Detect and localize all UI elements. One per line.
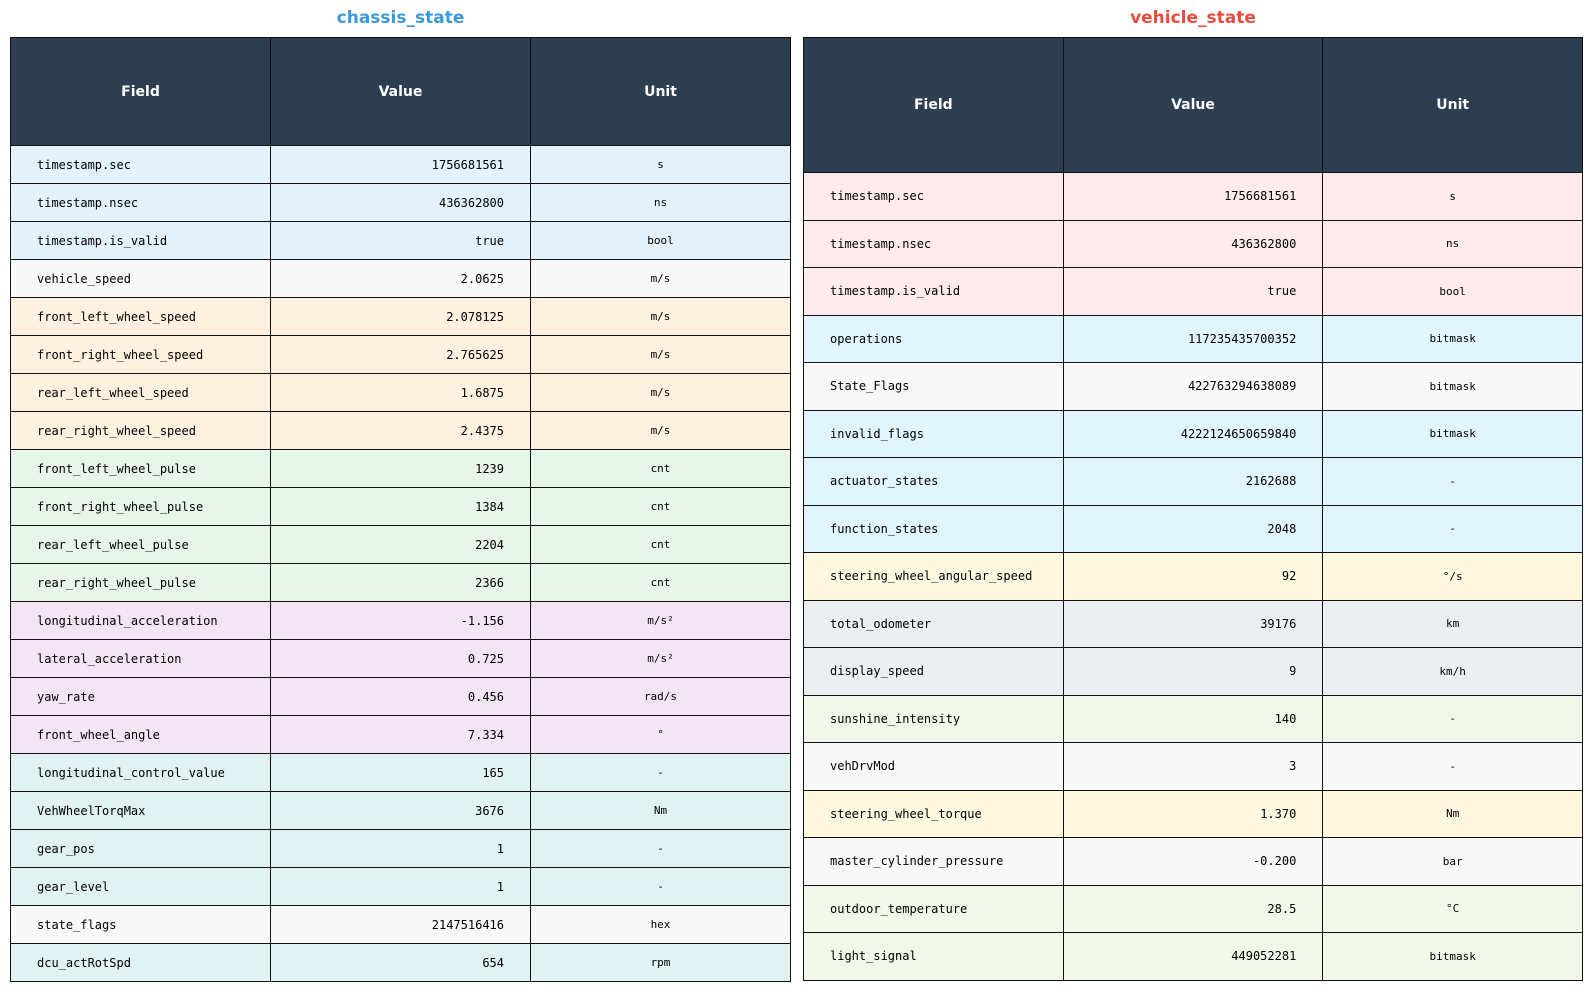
unit-column-header: Unit [531,38,791,146]
vehicle-state-title: vehicle_state [1130,8,1256,28]
vehicle-state-table [803,37,1583,981]
table-row [804,600,1583,648]
unit-cell: bool [1323,268,1583,316]
table-row [11,830,791,868]
unit-cell: - [1323,505,1583,553]
table-row [11,944,791,982]
unit-cell: °C [1323,885,1583,933]
value-cell: 2204 [271,526,531,564]
unit-cell: bool [531,222,791,260]
table-row [11,792,791,830]
field-cell: longitudinal_acceleration [11,602,271,640]
field-cell: longitudinal_control_value [11,754,271,792]
value-cell: 2.078125 [271,298,531,336]
field-cell: timestamp.nsec [804,220,1064,268]
field-cell: timestamp.is_valid [11,222,271,260]
table-row [804,838,1583,886]
unit-cell: rpm [531,944,791,982]
table-row [11,640,791,678]
unit-cell: m/s [531,412,791,450]
value-cell: 654 [271,944,531,982]
value-cell: 2048 [1063,505,1323,553]
table-row [11,754,791,792]
value-cell: 2.765625 [271,336,531,374]
unit-cell: bitmask [1323,933,1583,981]
table-row [11,906,791,944]
unit-cell: - [1323,695,1583,743]
unit-cell: ns [531,184,791,222]
table-row [11,184,791,222]
table-row [11,260,791,298]
field-cell: light_signal [804,933,1064,981]
unit-cell: - [1323,743,1583,791]
table-row [804,648,1583,696]
table-row [11,374,791,412]
unit-cell: ° [531,716,791,754]
unit-cell: bitmask [1323,363,1583,411]
value-cell: 2147516416 [271,906,531,944]
unit-cell: - [531,754,791,792]
table-row [11,146,791,184]
field-cell: function_states [804,505,1064,553]
table-row [804,695,1583,743]
table-row [11,564,791,602]
unit-cell: m/s² [531,640,791,678]
value-cell: 1756681561 [271,146,531,184]
field-cell: front_left_wheel_pulse [11,450,271,488]
field-cell: invalid_flags [804,410,1064,458]
value-cell: 436362800 [271,184,531,222]
unit-cell: m/s [531,374,791,412]
table-row [11,336,791,374]
field-cell: rear_left_wheel_pulse [11,526,271,564]
value-cell: 1 [271,868,531,906]
field-cell: timestamp.is_valid [804,268,1064,316]
value-cell: -0.200 [1063,838,1323,886]
field-cell: actuator_states [804,458,1064,506]
value-cell: 0.456 [271,678,531,716]
field-cell: front_wheel_angle [11,716,271,754]
value-cell: 1384 [271,488,531,526]
field-cell: front_right_wheel_pulse [11,488,271,526]
field-cell: rear_right_wheel_speed [11,412,271,450]
value-cell: 4222124650659840 [1063,410,1323,458]
table-row [804,790,1583,838]
unit-cell: s [531,146,791,184]
value-cell: 117235435700352 [1063,315,1323,363]
field-cell: gear_level [11,868,271,906]
field-cell: front_left_wheel_speed [11,298,271,336]
field-cell: gear_pos [11,830,271,868]
table-row [804,553,1583,601]
field-cell: rear_right_wheel_pulse [11,564,271,602]
value-cell: 1.6875 [271,374,531,412]
value-cell: 39176 [1063,600,1323,648]
value-cell: 140 [1063,695,1323,743]
unit-cell: Nm [531,792,791,830]
unit-cell: rad/s [531,678,791,716]
field-cell: dcu_actRotSpd [11,944,271,982]
value-cell: 2162688 [1063,458,1323,506]
chassis-state-title: chassis_state [336,8,465,28]
field-cell: vehicle_speed [11,260,271,298]
value-column-header: Value [1063,38,1323,173]
table-row [11,298,791,336]
field-cell: operations [804,315,1064,363]
table-row [804,173,1583,221]
value-cell: 92 [1063,553,1323,601]
value-cell: 9 [1063,648,1323,696]
field-cell: front_right_wheel_speed [11,336,271,374]
table-row [804,268,1583,316]
field-cell: steering_wheel_angular_speed [804,553,1064,601]
table-row [11,868,791,906]
unit-cell: - [531,868,791,906]
value-cell: 422763294638089 [1063,363,1323,411]
table-row [804,458,1583,506]
value-cell: 436362800 [1063,220,1323,268]
field-cell: outdoor_temperature [804,885,1064,933]
chassis-state-table [10,37,791,982]
value-cell: 7.334 [271,716,531,754]
unit-column-header: Unit [1323,38,1583,173]
unit-cell: cnt [531,526,791,564]
unit-cell: Nm [1323,790,1583,838]
value-cell: 0.725 [271,640,531,678]
field-cell: steering_wheel_torque [804,790,1064,838]
field-column-header: Field [11,38,271,146]
unit-cell: - [531,830,791,868]
field-cell: timestamp.sec [804,173,1064,221]
field-cell: yaw_rate [11,678,271,716]
unit-cell: km/h [1323,648,1583,696]
unit-cell: hex [531,906,791,944]
value-cell: true [1063,268,1323,316]
field-column-header: Field [804,38,1064,173]
table-row [804,505,1583,553]
field-cell: master_cylinder_pressure [804,838,1064,886]
table-row [804,933,1583,981]
unit-cell: s [1323,173,1583,221]
table-row [11,488,791,526]
field-cell: VehWheelTorqMax [11,792,271,830]
table-row [11,412,791,450]
field-cell: vehDrvMod [804,743,1064,791]
field-cell: state_flags [11,906,271,944]
unit-cell: cnt [531,564,791,602]
table-row [804,743,1583,791]
table-row [11,450,791,488]
table-row [11,526,791,564]
table-row [804,885,1583,933]
value-cell: true [271,222,531,260]
unit-cell: - [1323,458,1583,506]
table-row [804,220,1583,268]
value-cell: 1.370 [1063,790,1323,838]
unit-cell: m/s [531,298,791,336]
table-row [11,678,791,716]
field-cell: rear_left_wheel_speed [11,374,271,412]
value-cell: 2366 [271,564,531,602]
table-header-row [11,38,791,146]
vehicle-state-panel [803,0,1583,981]
field-cell: total_odometer [804,600,1064,648]
field-cell: display_speed [804,648,1064,696]
value-cell: 3 [1063,743,1323,791]
unit-cell: bitmask [1323,315,1583,363]
value-cell: 28.5 [1063,885,1323,933]
value-cell: 2.0625 [271,260,531,298]
field-cell: sunshine_intensity [804,695,1064,743]
unit-cell: cnt [531,450,791,488]
table-row [11,716,791,754]
unit-cell: °/s [1323,553,1583,601]
value-cell: 1 [271,830,531,868]
value-cell: 3676 [271,792,531,830]
unit-cell: bar [1323,838,1583,886]
table-header-row [804,38,1583,173]
value-cell: 1756681561 [1063,173,1323,221]
field-cell: timestamp.nsec [11,184,271,222]
unit-cell: m/s [531,260,791,298]
field-cell: timestamp.sec [11,146,271,184]
table-row [804,363,1583,411]
field-cell: lateral_acceleration [11,640,271,678]
value-cell: -1.156 [271,602,531,640]
unit-cell: cnt [531,488,791,526]
value-cell: 449052281 [1063,933,1323,981]
chassis-state-panel [10,0,791,982]
unit-cell: m/s² [531,602,791,640]
unit-cell: bitmask [1323,410,1583,458]
value-column-header: Value [271,38,531,146]
value-cell: 165 [271,754,531,792]
table-row [804,410,1583,458]
unit-cell: ns [1323,220,1583,268]
value-cell: 2.4375 [271,412,531,450]
table-row [11,222,791,260]
unit-cell: km [1323,600,1583,648]
table-row [11,602,791,640]
field-cell: State_Flags [804,363,1064,411]
table-row [804,315,1583,363]
value-cell: 1239 [271,450,531,488]
unit-cell: m/s [531,336,791,374]
